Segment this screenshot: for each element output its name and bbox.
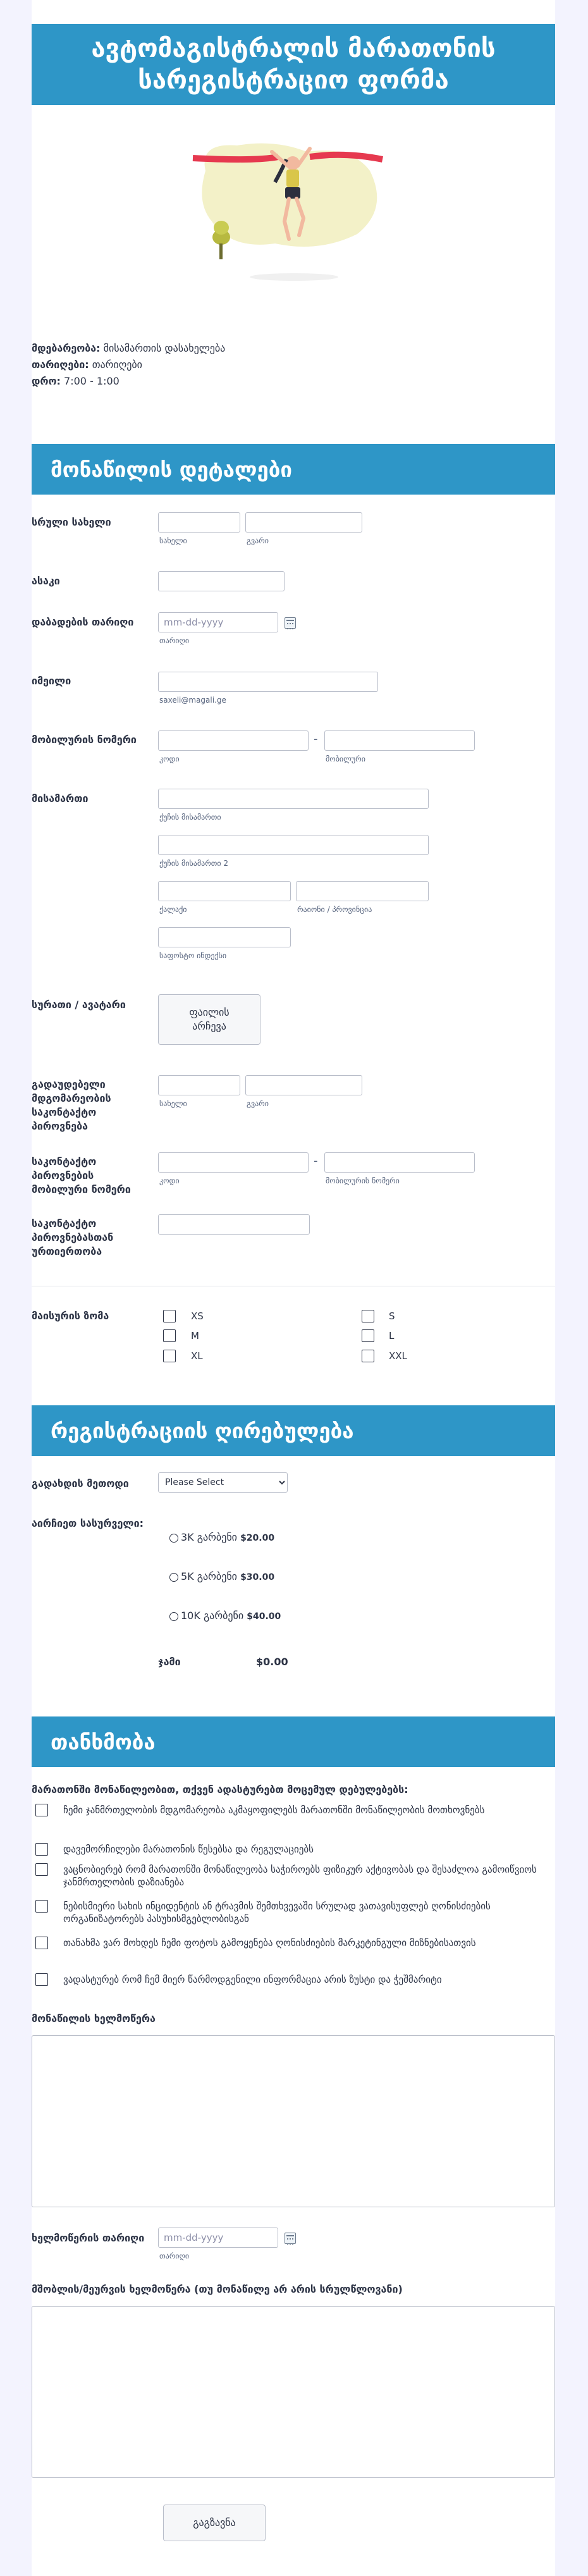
address-street-input[interactable] [158, 789, 429, 809]
mobile-label: მობილურის ნომერი [32, 734, 137, 746]
address-city-input[interactable] [158, 881, 291, 901]
event-location [32, 340, 411, 357]
consent-checkbox-4[interactable] [35, 1900, 48, 1913]
total-label: ჯამი [158, 1656, 181, 1668]
address-zip-input[interactable] [158, 927, 291, 947]
consent-item-2: დავემორჩილები მარათონის წესებსა და რეგულაციებს [63, 1844, 314, 1855]
location-label: მდებარეობა: [32, 342, 101, 354]
consent-item-4: ნებისმიერი სახის ინციდენტის ან ტრავმის შემთხვევაში სრულად ვათავისუფლებ ღონისძიების ორგანიზატორებს პასუხისმგებლობისგან [63, 1901, 491, 1925]
shirt-m-label: M [191, 1330, 199, 1341]
runner-shorts [285, 187, 300, 199]
participant-section-title: მონაწილის დეტალები [51, 457, 292, 482]
bush-trunk [219, 243, 223, 259]
shirt-xs-label: XS [191, 1310, 204, 1322]
dash: - [314, 1154, 318, 1168]
consent-checkbox-6[interactable] [35, 1973, 48, 1986]
address-label: მისამართი [32, 792, 89, 804]
emergency-phone-label: საკონტაქტო პიროვნების მობილური ნომერი [32, 1156, 131, 1195]
shirt-xl-label: XL [191, 1350, 203, 1362]
sign-date-sub: თარიღი [159, 2252, 190, 2260]
emergency-code-input[interactable] [158, 1152, 309, 1173]
address-street2-input[interactable] [158, 835, 429, 855]
signature-pad[interactable] [32, 2035, 555, 2207]
address-zip-sub: საფოსტო ინდექსი [159, 951, 227, 960]
event-dates [32, 357, 411, 373]
first-name-sub: სახელი [159, 536, 187, 545]
birth-date-label: დაბადების თარიღი [32, 616, 134, 628]
shirt-xxl-label: XXL [389, 1350, 407, 1362]
address-city-sub: ქალაქი [159, 905, 187, 914]
shirt-s-checkbox[interactable] [362, 1310, 374, 1322]
consent-checkbox-5[interactable] [35, 1937, 48, 1949]
submit-button[interactable]: გაგზავნა [163, 2505, 266, 2541]
age-input[interactable] [158, 571, 285, 591]
emergency-name-label: გადაუდებელი მდგომარეობის საკონტაქტო პიროვნება [32, 1078, 111, 1132]
last-name-input[interactable] [245, 512, 362, 533]
calendar-icon[interactable] [285, 2233, 296, 2244]
consent-section-title: თანხმობა [51, 1729, 156, 1754]
consent-section-header [32, 1716, 555, 1767]
race-3k-price: $20.00 [240, 1533, 275, 1543]
shirt-xl-checkbox[interactable] [163, 1350, 176, 1362]
race-5k-name: 5K გარბენი [181, 1570, 237, 1582]
race-5k-radio[interactable] [169, 1573, 178, 1582]
emergency-first-input[interactable] [158, 1075, 240, 1095]
address-region-sub: რაიონი / პროვინცია [297, 905, 372, 914]
payment-method-label: გადახდის მეთოდი [32, 1477, 129, 1489]
emergency-number-input[interactable] [324, 1152, 475, 1173]
form-header [32, 24, 555, 105]
race-3k-option[interactable] [181, 1531, 274, 1543]
emergency-number-sub: მობილურის ნომერი [326, 1176, 400, 1185]
mobile-number-input[interactable] [324, 730, 475, 751]
consent-checkbox-1[interactable] [35, 1804, 48, 1816]
fees-section-title: რეგისტრაციის ღირებულება [51, 1418, 354, 1443]
calendar-icon[interactable] [285, 617, 296, 629]
photo-label: სურათი / ავატარი [32, 999, 126, 1011]
dates-label: თარიღები: [32, 359, 89, 371]
file-upload-button[interactable]: ფაილის არჩევა [158, 994, 260, 1045]
shadow [250, 273, 338, 281]
birth-date-input[interactable]: mm-dd-yyyy [158, 612, 278, 632]
event-time [32, 373, 411, 390]
sign-date-input[interactable]: mm-dd-yyyy [158, 2228, 278, 2248]
shirt-l-checkbox[interactable] [362, 1329, 374, 1342]
race-10k-price: $40.00 [247, 1612, 281, 1622]
consent-checkbox-2[interactable] [35, 1843, 48, 1856]
shirt-m-checkbox[interactable] [163, 1329, 176, 1342]
emergency-first-sub: სახელი [159, 1099, 187, 1108]
races-label: აირჩიეთ სასურველი: [32, 1517, 144, 1529]
payment-method-select[interactable] [158, 1472, 288, 1493]
time-label: დრო: [32, 375, 61, 387]
mobile-code-input[interactable] [158, 730, 309, 751]
address-street2-sub: ქუჩის მისამართი 2 [159, 859, 229, 868]
address-region-input[interactable] [296, 881, 429, 901]
race-10k-option[interactable] [181, 1610, 281, 1622]
guardian-signature-label: მშობლის/მეურვის ხელმოწერა (თუ მონაწილე არ არის სრულწლოვანი) [32, 2283, 403, 2295]
runner-shirt [286, 169, 299, 187]
race-5k-option[interactable] [181, 1570, 274, 1582]
consent-intro: მარათონში მონაწილეობით, თქვენ ადასტურებთ მოცემულ დებულებებს: [32, 1784, 408, 1796]
total-value: $0.00 [256, 1656, 288, 1668]
race-3k-name: 3K გარბენი [181, 1531, 237, 1543]
shirt-size-label: მაისურის ზომა [32, 1310, 109, 1322]
event-info [32, 340, 411, 390]
shirt-s-label: S [389, 1310, 395, 1322]
bush-top [214, 221, 229, 235]
emergency-last-input[interactable] [245, 1075, 362, 1095]
time-value: 7:00 - 1:00 [64, 375, 119, 387]
emergency-relation-input[interactable] [158, 1214, 310, 1235]
location-value: მისამართის დასახელება [103, 342, 226, 354]
race-10k-name: 10K გარბენი [181, 1610, 244, 1622]
first-name-input[interactable] [158, 512, 240, 533]
address-street-sub: ქუჩის მისამართი [159, 813, 221, 822]
sign-date-label: ხელმოწერის თარიღი [32, 2232, 145, 2244]
race-3k-radio[interactable] [169, 1534, 178, 1543]
mobile-code-sub: კოდი [159, 755, 180, 763]
runner-illustration [180, 133, 408, 288]
guardian-signature-pad[interactable] [32, 2306, 555, 2478]
participant-section-header [32, 444, 555, 495]
emergency-relation-label: საკონტაქტო პიროვნებასთან ურთიერთობა [32, 1217, 114, 1257]
finish-ribbon-left [193, 157, 278, 159]
last-name-sub: გვარი [247, 536, 269, 545]
shirt-xs-checkbox[interactable] [163, 1310, 176, 1322]
consent-item-1: ჩემი ჯანმრთელობის მდგომარეობა აკმაყოფილებს მარათონში მონაწილეობის მოთხოვნებს [63, 1804, 485, 1816]
dates-value: თარიღები [92, 359, 142, 371]
fees-section-header [32, 1405, 555, 1456]
shirt-xxl-checkbox[interactable] [362, 1350, 374, 1362]
dash: - [314, 732, 318, 746]
email-sub: saxeli@magali.ge [159, 696, 226, 705]
race-5k-price: $30.00 [240, 1572, 275, 1582]
consent-item-5: თანახმა ვარ მოხდეს ჩემი ფოტოს გამოყენება ღონისძიების მარკეტინგული მიზნებისათვის [63, 1937, 476, 1949]
email-input[interactable] [158, 672, 378, 692]
consent-item-6: ვადასტურებ რომ ჩემ მიერ წარმოდგენილი ინფორმაცია არის ზუსტი და ჭეშმარიტი [63, 1974, 442, 1985]
consent-checkbox-3[interactable] [35, 1863, 48, 1876]
race-10k-radio[interactable] [169, 1612, 178, 1621]
full-name-label: სრული სახელი [32, 516, 111, 528]
birth-date-sub: თარიღი [159, 636, 190, 645]
emergency-last-sub: გვარი [247, 1099, 269, 1108]
emergency-code-sub: კოდი [159, 1176, 180, 1185]
shirt-l-label: L [389, 1330, 395, 1341]
mobile-number-sub: მობილური [326, 755, 365, 763]
email-label: იმეილი [32, 675, 71, 687]
form-title: ავტომაგისტრალის მარათონის სარეგისტრაციო ფორმა [91, 34, 496, 95]
consent-item-3: ვაცნობიერებ რომ მარათონში მონაწილეობა საჭიროებს ფიზიკურ აქტივობას და შესაძლოა გამოიწვიოს ჯანმრთელობის დაზიანება [63, 1864, 537, 1888]
age-label: ასაკი [32, 575, 60, 587]
signature-label: მონაწილის ხელმოწერა [32, 2012, 156, 2024]
